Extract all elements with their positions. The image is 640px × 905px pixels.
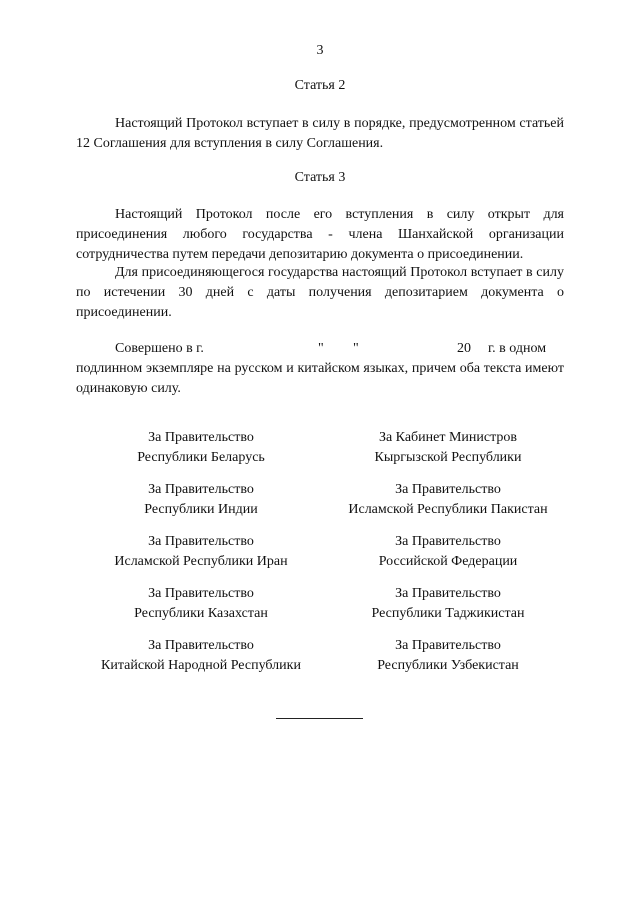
- article-2-heading: Статья 2: [294, 78, 346, 93]
- end-divider: [276, 718, 363, 719]
- signature-block: За Правительство Исламской Республики Иран: [114, 534, 288, 569]
- article-3-paragraph-2: Для присоединяющегося государства настоящий Протокол вступает в силу по истечении 30 дней с даты получения депозитарием документа о присоединении.: [76, 265, 564, 320]
- signature-block: За Правительство Исламской Республики Пакистан: [348, 482, 548, 517]
- date-quote-close: ": [353, 341, 359, 356]
- signature-block: За Правительство Российской Федерации: [378, 534, 518, 569]
- signed-suffix: г. в одном: [488, 341, 547, 356]
- signed-prefix: Совершено в г.: [115, 341, 204, 356]
- article-3-heading: Статья 3: [294, 170, 346, 185]
- article-2-text: Настоящий Протокол вступает в силу в порядке, предусмотренном статьей 12 Соглашения для вступления в силу Соглашения.: [76, 116, 564, 151]
- signature-block: За Кабинет Министров Кыргызской Республики: [374, 430, 522, 465]
- signature-block: За Правительство Республики Индии: [144, 482, 258, 517]
- date-quote-open: ": [318, 341, 324, 356]
- signature-block: За Правительство Республики Узбекистан: [377, 638, 519, 673]
- page-number: 3: [316, 43, 324, 58]
- signature-block: За Правительство Республики Казахстан: [134, 586, 268, 621]
- signature-block: За Правительство Республики Беларусь: [137, 430, 265, 465]
- signature-block: За Правительство Китайской Народной Республики: [101, 638, 301, 673]
- signature-block: За Правительство Республики Таджикистан: [371, 586, 525, 621]
- signed-year: 20: [457, 341, 471, 356]
- signed-text: подлинном экземпляре на русском и китайском языках, причем оба текста имеют одинаковую силу.: [76, 361, 564, 396]
- signed-place-date-line: [76, 339, 564, 359]
- article-3-paragraph-1: Настоящий Протокол после его вступления в силу открыт для присоединения любого государства - члена Шанхайской организации сотрудничества путем передачи депозитарию документа о присоединении.: [76, 207, 564, 262]
